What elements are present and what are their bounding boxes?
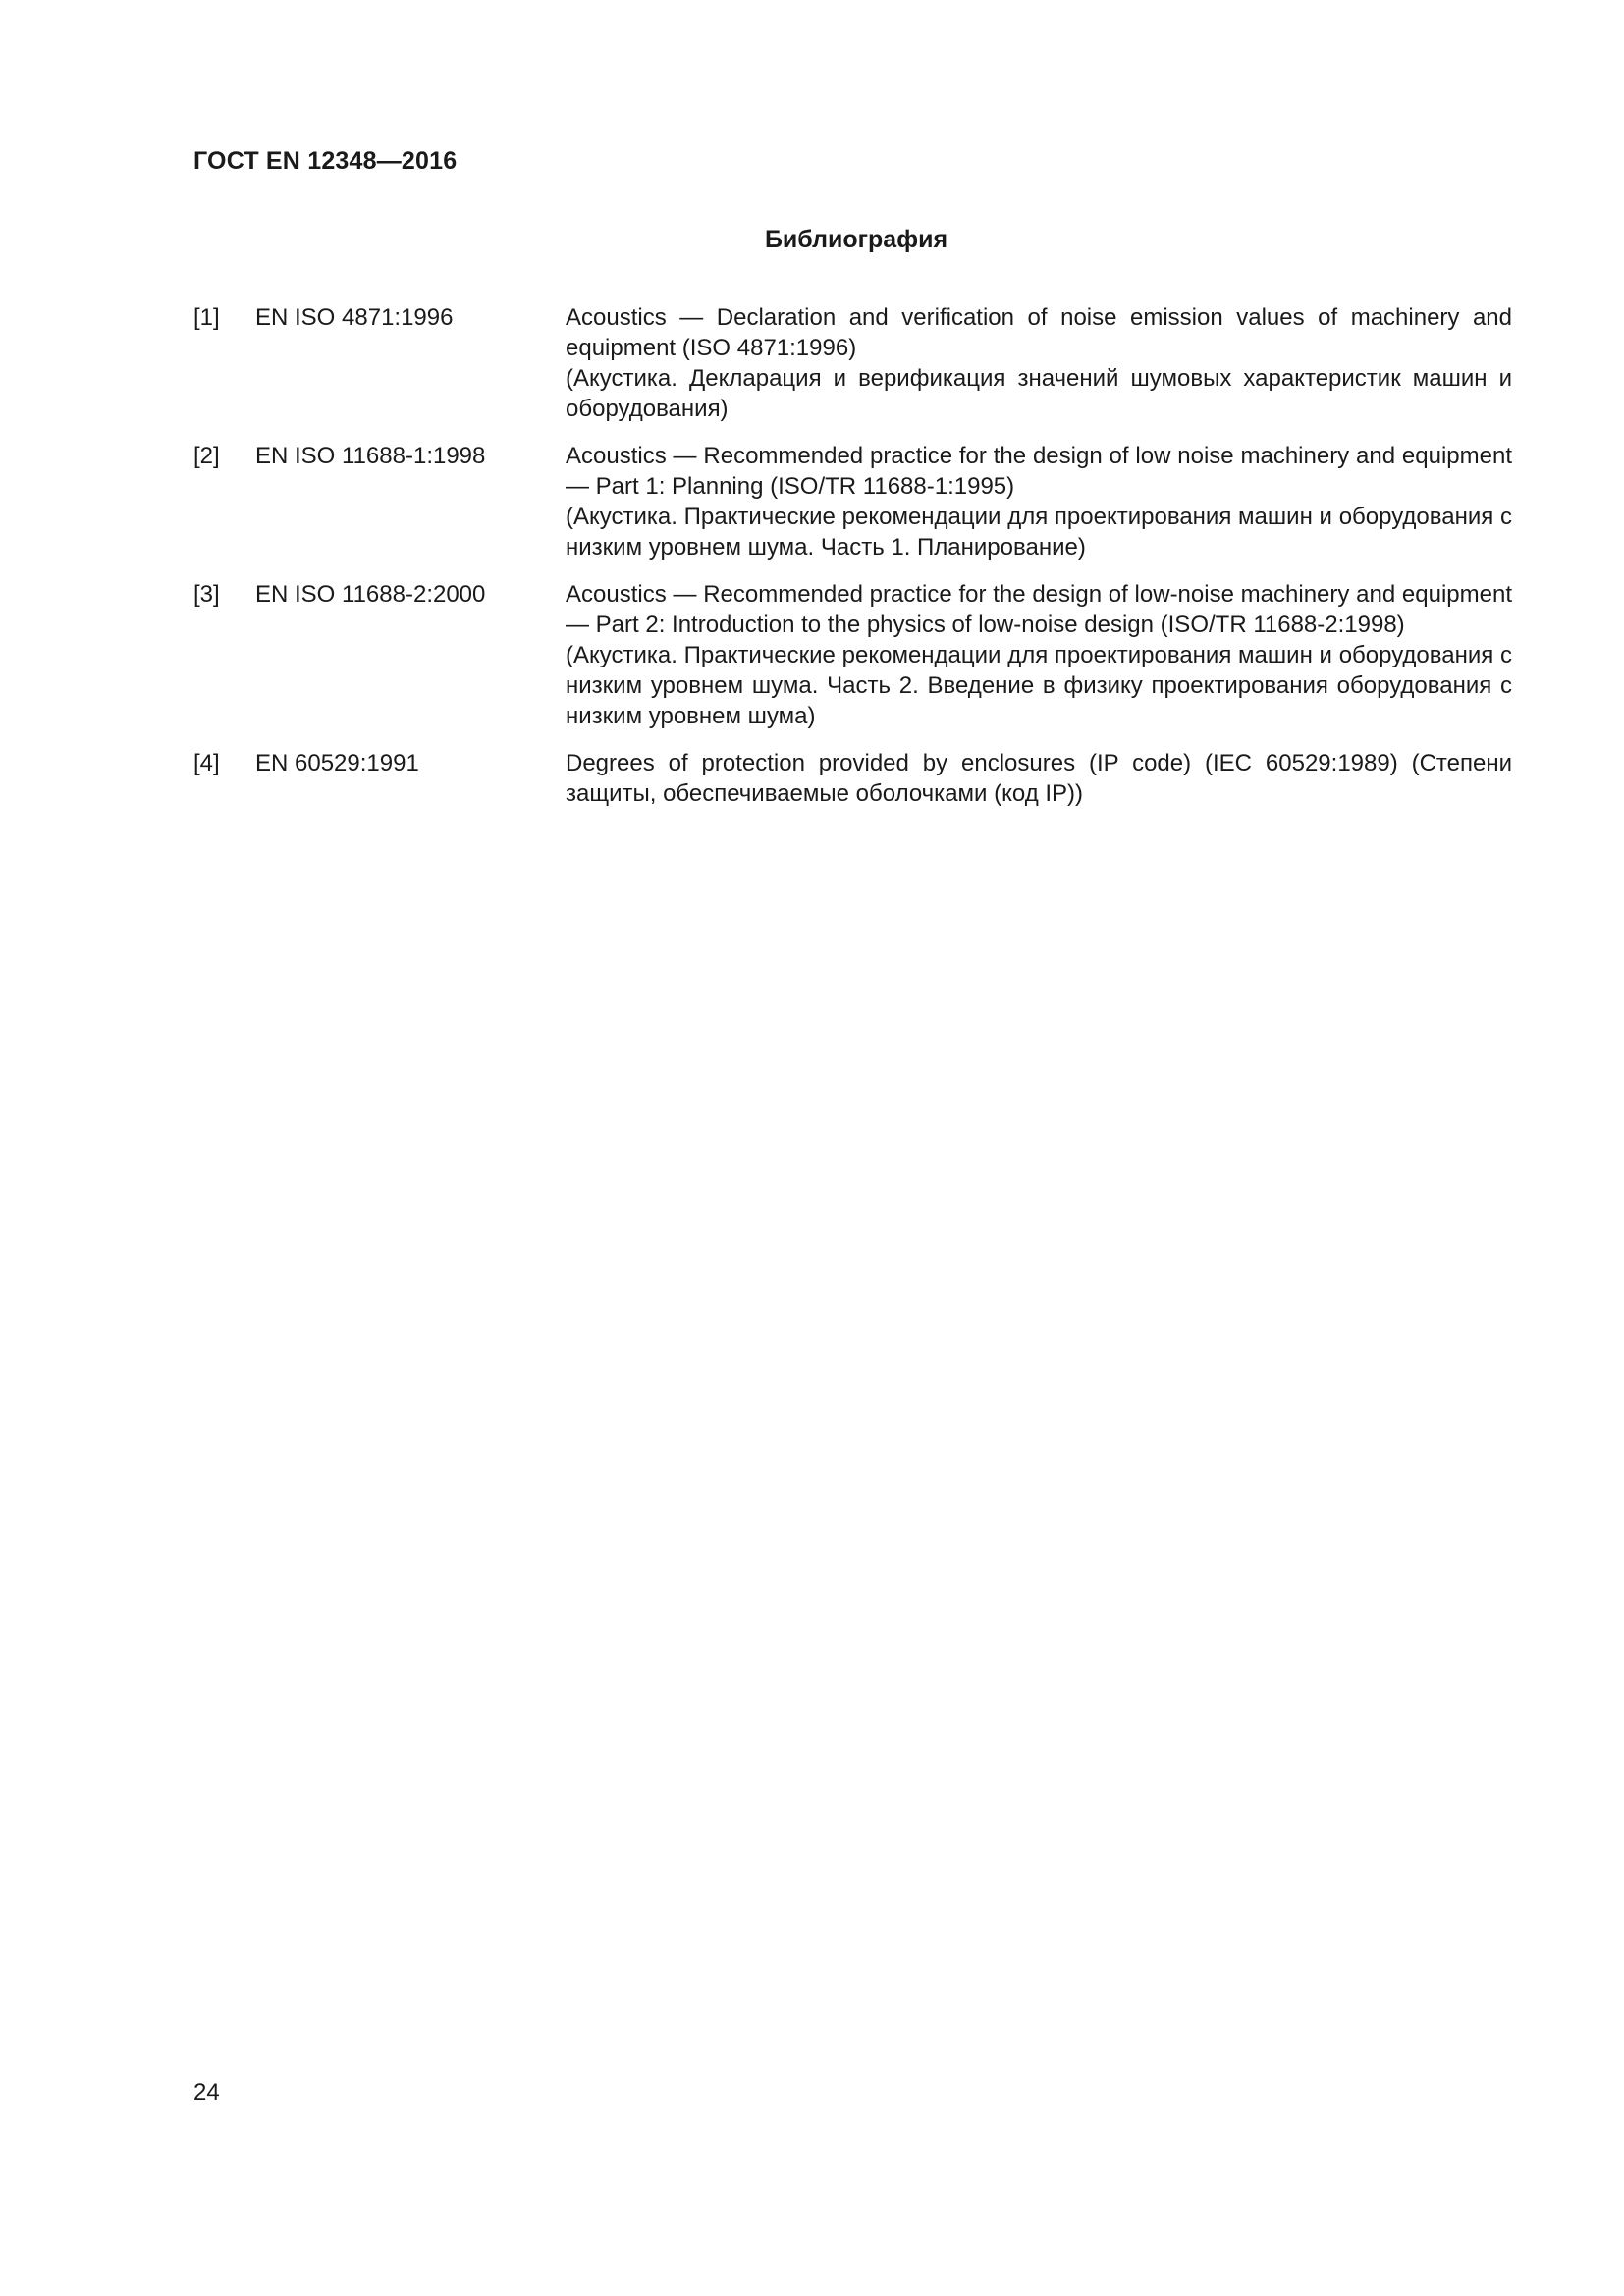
bibliography-entry [193,748,1512,809]
bibliography-entry [193,579,1512,731]
reference-title-russian: (Акустика. Декларация и верификация значений шумовых характеристик машин и оборудования) [566,365,1512,422]
reference-title-english: Degrees of protection provided by enclosures (IP code) (IEC 60529:1989) (Степени защиты, обеспечиваемые оболочками (код IP)) [566,750,1512,807]
reference-number: [3] [193,581,220,608]
reference-title-russian: (Акустика. Практические рекомендации для проектирования машин и оборудования с низким уровнем шума. Часть 2. Введение в физику проектирования оборудования с низким уровнем шума) [566,642,1512,729]
reference-title-english: Acoustics — Declaration and verification of noise emission values of machinery and equipment (ISO 4871:1996) [566,304,1512,361]
reference-title-russian: (Акустика. Практические рекомендации для проектирования машин и оборудования с низким уровнем шума. Часть 1. Планирование) [566,504,1512,561]
page-number: 24 [193,2079,220,2106]
reference-number: [4] [193,750,220,776]
document-header: ГОСТ EN 12348—2016 [193,147,458,175]
reference-number: [2] [193,443,220,469]
standard-code: EN ISO 11688-2:2000 [255,581,486,608]
reference-description [566,302,1512,424]
reference-title-english: Acoustics — Recommended practice for the design of low noise machinery and equipment — Part 1: Planning (ISO/TR 11688-1:1995) [566,443,1512,500]
reference-title-english: Acoustics — Recommended practice for the design of low-noise machinery and equipment — Part 2: Introduction to the physics of low-noise design (ISO/TR 11688-2:1998) [566,581,1512,638]
bibliography-list [193,302,1512,826]
bibliography-entry [193,441,1512,562]
section-title: Библиография [764,226,948,253]
reference-description [566,579,1512,731]
standard-code: EN ISO 4871:1996 [255,304,454,331]
bibliography-entry [193,302,1512,424]
standard-code: EN ISO 11688-1:1998 [255,443,486,469]
standard-code: EN 60529:1991 [255,750,419,776]
reference-description [566,441,1512,562]
reference-description [566,748,1512,809]
reference-number: [1] [193,304,220,331]
